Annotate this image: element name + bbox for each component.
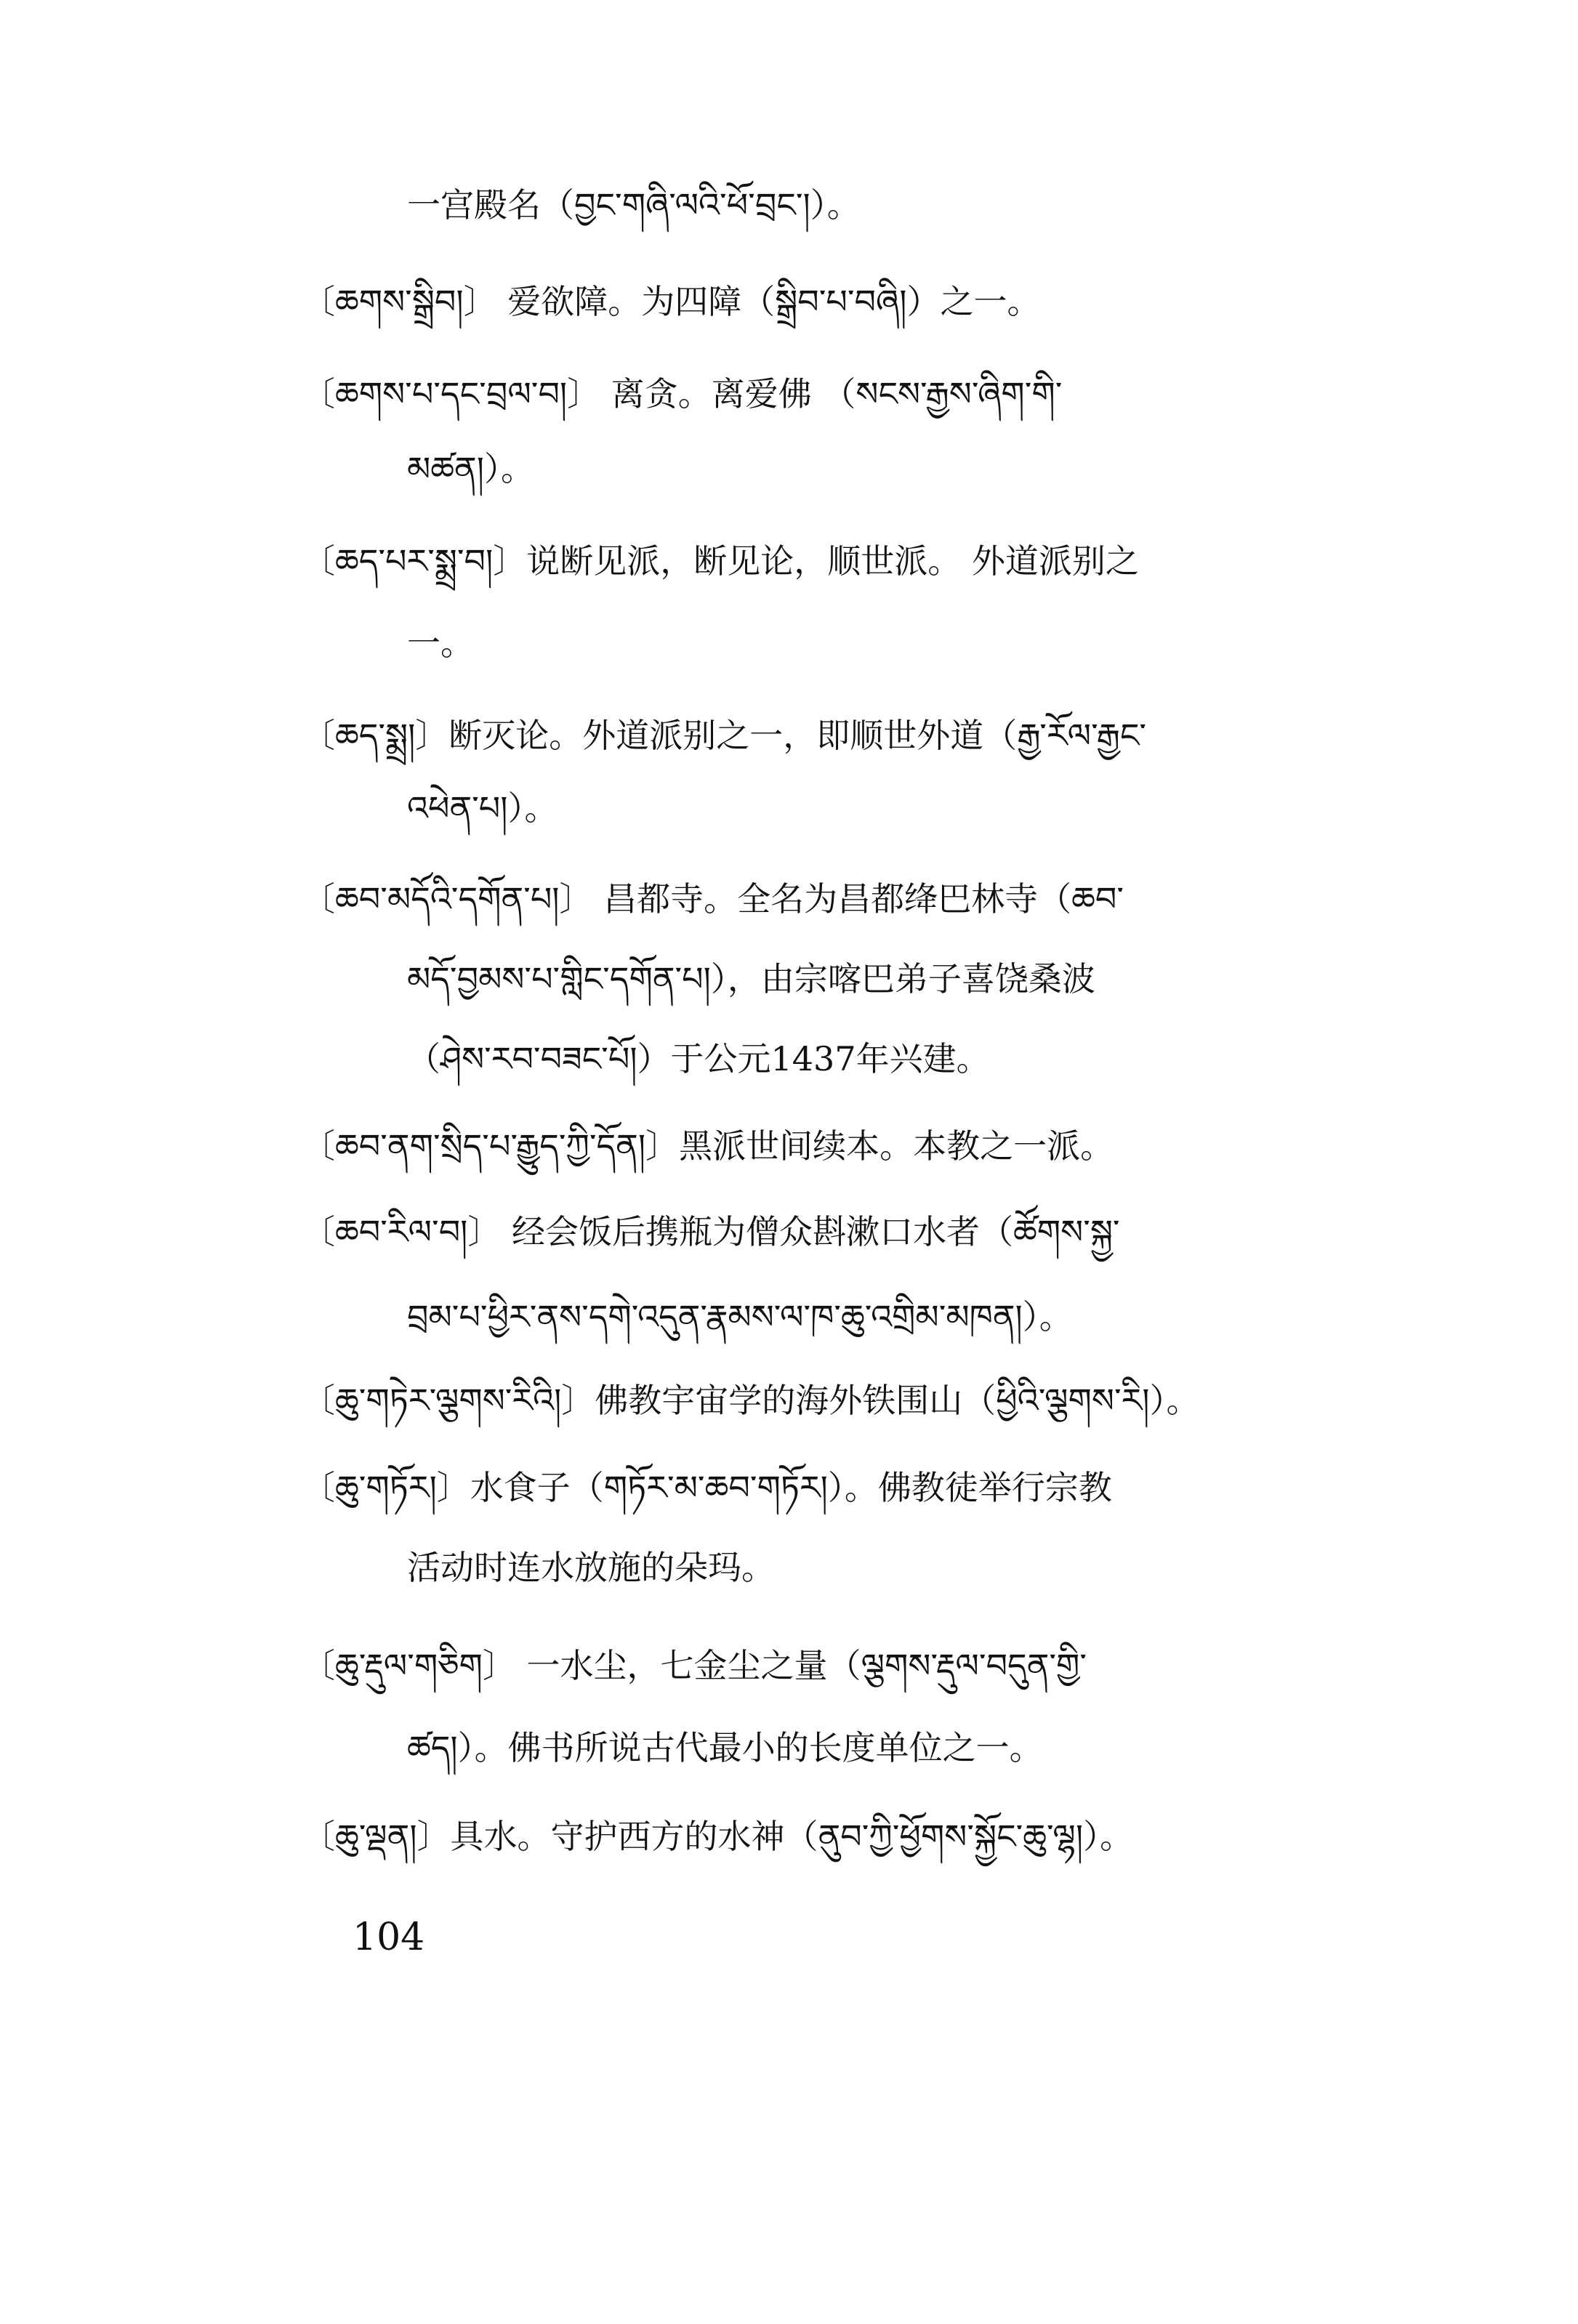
entry-line-4: མཚན།）。	[407, 449, 534, 488]
entry-line-6: 一。	[407, 624, 474, 663]
entry-line-20: 〔ཆུ་ལྡན།〕具水。守护西方的水神（ནུབ་ཀྱི་ཕྱོགས་སྐྱོང་ཆུ་ལྷ།）。	[302, 1817, 1134, 1856]
entry-line-5: 〔ཆད་པར་སྨྲ་བ།〕说断见派，断见论，顺世派。 外道派别之	[302, 541, 1139, 581]
entry-line-18: 〔ཆུ་རྡུལ་གཅིག〕 一水尘，七金尘之量（ལྕགས་རྡུལ་བདུན་གྱི་	[302, 1646, 1087, 1685]
entry-line-9: 〔ཆབ་མདོའི་དགོན་པ།〕 昌都寺。全名为昌都绛巴林寺（ཆབ་	[302, 879, 1124, 919]
entry-line-19: ཚད།）。佛书所说古代最小的长度单位之一。	[407, 1728, 1043, 1767]
entry-line-15: 〔ཆུ་གཏེར་ལྕགས་རིའི།〕佛教宇宙学的海外铁围山（ཕྱིའི་ལྕགས་རི།）。	[302, 1381, 1200, 1420]
entry-line-8: འཕེན་པ།）。	[407, 788, 558, 828]
entry-line-13: 〔ཆབ་རིལ་བ།〕 经会饭后携瓶为僧众斟漱口水者（ཚོགས་སྐྱ་	[302, 1212, 1120, 1251]
page-number: 104	[353, 1916, 425, 1959]
entry-line-1: 一宫殿名（བྱང་གཞི་ལའི་ཕོ་བྲང་།）。	[407, 185, 861, 225]
entry-line-16: 〔ཆུ་གཏོར།〕水食子（གཏོར་མ་ཆབ་གཏོར།）。佛教徒举行宗教	[302, 1468, 1112, 1507]
entry-line-7: 〔ཆད་སྨྲ།〕断灭论。外道派别之一，即顺世外道（རྒྱ་རོལ་རྒྱང་	[302, 716, 1147, 755]
entry-line-10: མདོ་བྱམས་པ་གླིང་དགོན་པ།），由宗喀巴弟子喜饶桑波	[407, 959, 1095, 998]
entry-line-17: 活动时连水放施的朵玛。	[407, 1548, 775, 1587]
entry-line-12: 〔ཆབ་ནག་སྲིད་པ་རྒྱུད་ཀྱི་དོན།〕黑派世间续本。本教之一派。	[302, 1126, 1114, 1166]
entry-line-2: 〔ཆགས་སྒྲིབ།〕 爱欲障。为四障（སྒྲིབ་པ་བཞི།）之一。	[302, 282, 1041, 321]
entry-line-14: བྲམ་པ་ཕྱིར་ནས་དགེ་འདུན་རྣམས་ལ་ཁ་ཆུ་འགྲིམ་མཁན།）。	[407, 1297, 1073, 1336]
entry-line-3: 〔ཆགས་པ་དང་བྲལ་བ།〕 离贪。离爱佛 （སངས་རྒྱས་ཞིག་གི་	[302, 374, 1063, 413]
entry-line-11: （ཤེས་རབ་བཟང་པོ།）于公元1437年兴建。	[407, 1039, 990, 1078]
